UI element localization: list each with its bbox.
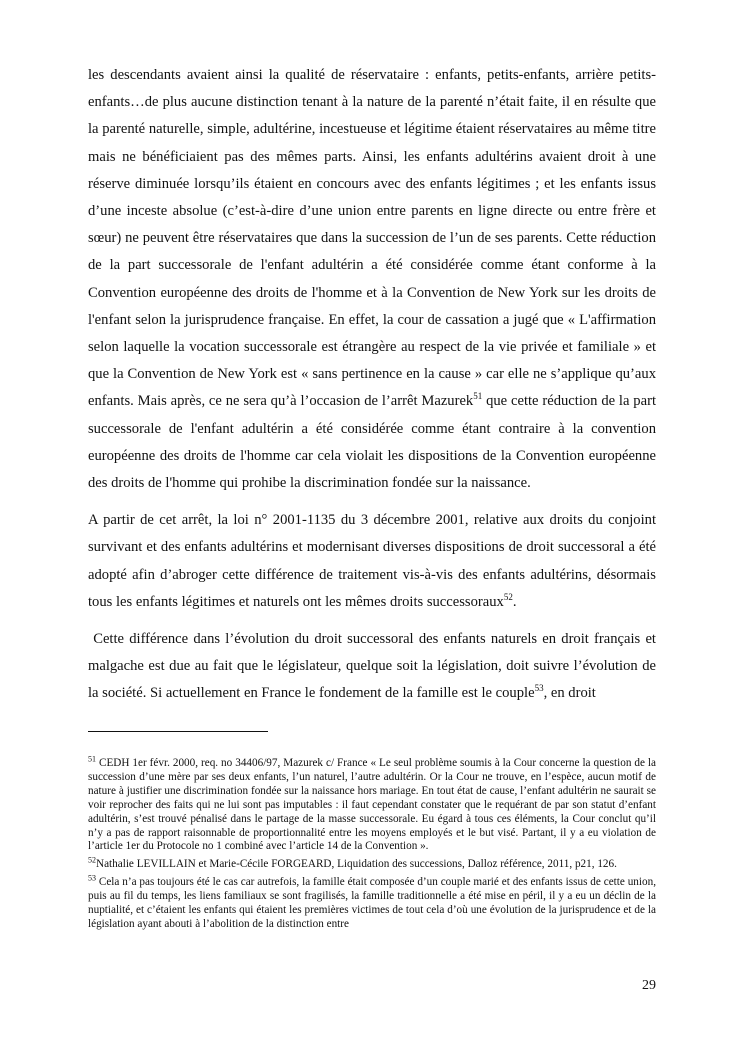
paragraph-2: A partir de cet arrêt, la loi n° 2001-1135 du 3 décembre 2001, relative aux droits du conjoint survivant et des enfants adultérins et modernisant diverses dispositions de droit successoral a été adopté afin d’abroger cette différence de traitement vis-à-vis des enfants adultérins, désormais tous les enfants légitimes et naturels ont les mêmes droits successoraux$^{52}$. (88, 512, 656, 610)
footnote-ref-53: 53 (534, 683, 544, 694)
paragraph-3: Cette différence dans l’évolution du droit successoral des enfants naturels en droit français et malgache est due au fait que le législateur, quelque soit la législation, doit suivre l’évolution de la société. Si actuellement en France le fondement de la famille est le couple$^{53}$, en droit (88, 631, 656, 702)
body-text (88, 62, 656, 708)
footnote-ref-51: 51 (473, 391, 483, 402)
footnote-53: $^{53}$ Cela n’a pas toujours été le cas car autrefois, la famille était composée d’un couple marié et des enfants issus de cette union, puis au fil du temps, les liens familiaux se sont fragilisés, la famille traditionnelle a été mise en péril, il y a eu un déclin de la nuptialité, et c’étaient les enfants qui étaient les premières victimes de tout cela d’où une évolution de la jurisprudence et de la législation ayant abouti à l’abolition de la distinction entre (88, 873, 656, 930)
footnote-52: $^{52}$Nathalie LEVILLAIN et Marie-Cécile FORGEARD, Liquidation des successions, Dalloz référence, 2011, p21, 126. (88, 855, 617, 871)
footnotes (88, 754, 656, 932)
page-number: 29 (642, 978, 656, 993)
footnote-separator (88, 731, 268, 732)
footnote-ref-52: 52 (503, 592, 513, 602)
paragraph-1: les descendants avaient ainsi la qualité de réservataire : enfants, petits-enfants, arrière petits-enfants…de plus aucune distinction tenant à la nature de la parenté n’était faite, il en résulte que la parenté naturelle, simple, adultérine, incestueuse et légitime étaient réservataires au même titre mais ne bénéficiaient pas des mêmes parts. Ainsi, les enfants adultérins avaient droit à une réserve diminuée lorsqu’ils étaient en concours avec des enfants légitimes ; et les enfants issus d’une inceste absolue (c’est-à-dire d’une union entre parents en ligne directe ou entre frère et sœur) ne peuvent être réservataires que dans la succession de l’un de ses parents. Cette réduction de la part successorale de l'enfant adultérin a été considérée comme étant conforme à la Convention européenne des droits de l'homme et à la Convention de New York sur les droits de l'enfant selon la jurisprudence française. En effet, la cour de cassation a jugé que « L'affirmation selon laquelle la vocation successorale est étrangère au respect de la vie privée et familiale » et que la Convention de New York est « sans pertinence en la cause » car elle ne s’applique qu’aux enfants. Mais après, ce ne sera qu’à l’occasion de l’arrêt Mazurek$^{51}$ que cette réduction de la part successorale de l'enfant adultérin a été considérée comme étant contraire à la convention européenne des droits de l'homme car cela violait les dispositions de la Convention européenne des droits de l'homme qui prohibe la discrimination fondée sur la naissance. (88, 67, 656, 492)
footnote-51: $^{51}$ CEDH 1er févr. 2000, req. no 34406/97, Mazurek c/ France « Le seul problème soumis à la Cour concerne la question de la succession d’une mère par ses deux enfants, l’un naturel, l’autre adultérin. Or la Cour ne trouve, en l’espèce, aucun motif de nature à justifier une discrimination fondée sur la naissance hors mariage. En tout état de cause, l’enfant adultérin ne saurait se voir reprocher des faits qui ne lui sont pas imputables : il faut cependant constater que le requérant de par son statut d’enfant adultérin, s’est trouvé pénalisé dans le partage de la masse successorale. Eu égard à tous ces éléments, la Cour conclut qu’il n’y a pas de rapport raisonnable de proportionnalité entre les moyens employés et le but visé. Partant, il y a eu violation de l’article 1er du Protocole no 1 combiné avec l’article 14 de la Convention ». (88, 754, 656, 853)
